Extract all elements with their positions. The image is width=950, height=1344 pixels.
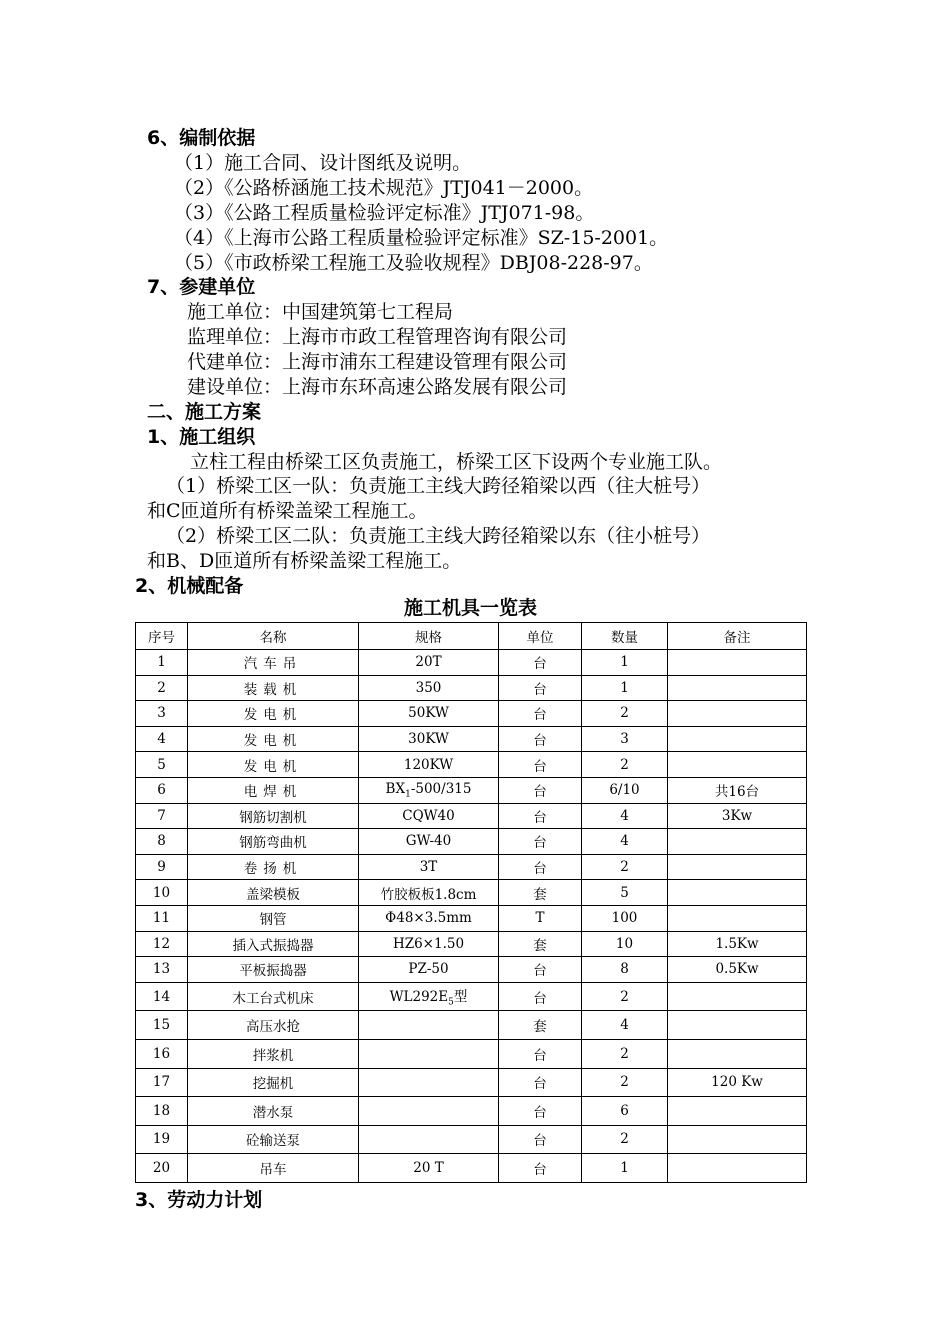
cell-unit: 套 <box>499 931 582 957</box>
cell-name: 汽车吊 <box>188 650 359 676</box>
cell-note: 3Kw <box>668 803 807 829</box>
cell-spec: 20T <box>359 650 499 676</box>
cell-name: 电焊机 <box>188 777 359 803</box>
cell-name: 拌浆机 <box>188 1039 359 1068</box>
spec-rest: -500/315 <box>410 780 472 797</box>
cell-spec <box>359 1068 499 1097</box>
spec-main: BX <box>385 780 406 797</box>
cell-qty: 1 <box>582 675 668 701</box>
cell-unit: 台 <box>499 701 582 727</box>
cell-name: 砼输送泵 <box>188 1125 359 1154</box>
unit-supervision: 监理单位：上海市市政工程管理咨询有限公司 <box>187 326 568 348</box>
table-row <box>136 880 807 906</box>
cell-unit: 台 <box>499 726 582 752</box>
basis-item-2: （2）《公路桥涵施工技术规范》JTJ041－2000。 <box>174 177 594 199</box>
cell-name: 钢管 <box>188 905 359 931</box>
table-row <box>136 1068 807 1097</box>
cell-qty: 4 <box>582 829 668 855</box>
spec-subscript: 1 <box>405 789 411 800</box>
table-row <box>136 957 807 983</box>
cell-note: 1.5Kw <box>668 931 807 957</box>
cell-no: 4 <box>136 726 188 752</box>
cell-name: 盖梁模板 <box>188 880 359 906</box>
cell-qty: 2 <box>582 854 668 880</box>
cell-no: 14 <box>136 982 188 1011</box>
table-row <box>136 905 807 931</box>
cell-unit: 台 <box>499 675 582 701</box>
table-row <box>136 1125 807 1154</box>
table-row <box>136 1154 807 1183</box>
cell-qty: 2 <box>582 752 668 778</box>
cell-name: 发电机 <box>188 701 359 727</box>
cell-unit: 台 <box>499 650 582 676</box>
organization-para-3-line-2: 和B、D匝道所有桥梁盖梁工程施工。 <box>147 550 462 572</box>
cell-no: 2 <box>136 675 188 701</box>
cell-unit: 台 <box>499 1097 582 1126</box>
cell-unit: 套 <box>499 880 582 906</box>
spec-subscript: 5 <box>448 997 454 1008</box>
cell-spec: 20 T <box>359 1154 499 1183</box>
section6-heading: 6、编制依据 <box>147 127 256 149</box>
table-row <box>136 650 807 676</box>
part2-heading: 二、施工方案 <box>147 401 262 423</box>
equipment-table <box>135 622 807 1183</box>
organization-para-2-line-2: 和C匝道所有桥梁盖梁工程施工。 <box>147 500 428 522</box>
cell-unit: 台 <box>499 957 582 983</box>
cell-spec: HZ6×1.50 <box>359 931 499 957</box>
cell-no: 1 <box>136 650 188 676</box>
table-row <box>136 829 807 855</box>
cell-no: 11 <box>136 905 188 931</box>
cell-name: 卷扬机 <box>188 854 359 880</box>
cell-name: 发电机 <box>188 726 359 752</box>
cell-note <box>668 701 807 727</box>
cell-note <box>668 675 807 701</box>
cell-spec <box>359 777 499 803</box>
table-row <box>136 675 807 701</box>
cell-no: 17 <box>136 1068 188 1097</box>
cell-spec <box>359 1097 499 1126</box>
table-row <box>136 1097 807 1126</box>
cell-qty: 2 <box>582 1125 668 1154</box>
organization-para-3-line-1: （2）桥梁工区二队：负责施工主线大跨径箱梁以东（往小桩号） <box>166 525 711 547</box>
labor-plan-heading: 3、劳动力计划 <box>135 1189 263 1211</box>
cell-no: 12 <box>136 931 188 957</box>
col-header-spec: 规格 <box>359 623 499 650</box>
cell-note: 0.5Kw <box>668 957 807 983</box>
basis-item-3: （3）《公路工程质量检验评定标准》JTJ071-98。 <box>174 202 595 224</box>
organization-para-1: 立柱工程由桥梁工区负责施工，桥梁工区下设两个专业施工队。 <box>190 451 723 473</box>
spec-main: WL292E <box>389 989 449 1006</box>
cell-note <box>668 650 807 676</box>
cell-no: 19 <box>136 1125 188 1154</box>
spec-rest: 型 <box>453 989 468 1006</box>
cell-no: 7 <box>136 803 188 829</box>
cell-spec: 30KW <box>359 726 499 752</box>
cell-qty: 6 <box>582 1097 668 1126</box>
cell-unit: 台 <box>499 1154 582 1183</box>
cell-name: 高压水抢 <box>188 1011 359 1040</box>
cell-name: 钢筋弯曲机 <box>188 829 359 855</box>
cell-note <box>668 982 807 1011</box>
cell-spec <box>359 1125 499 1154</box>
col-header-note: 备注 <box>668 623 807 650</box>
cell-qty: 100 <box>582 905 668 931</box>
cell-name: 吊车 <box>188 1154 359 1183</box>
cell-qty: 1 <box>582 1154 668 1183</box>
table-row <box>136 1011 807 1040</box>
basis-item-5: （5）《市政桥梁工程施工及验收规程》DBJ08-228-97。 <box>174 252 653 274</box>
cell-no: 6 <box>136 777 188 803</box>
cell-unit: 台 <box>499 803 582 829</box>
cell-no: 18 <box>136 1097 188 1126</box>
table-row <box>136 777 807 803</box>
cell-no: 8 <box>136 829 188 855</box>
cell-spec: PZ-50 <box>359 957 499 983</box>
table-row <box>136 854 807 880</box>
cell-unit: T <box>499 905 582 931</box>
cell-name: 潜水泵 <box>188 1097 359 1126</box>
cell-note <box>668 880 807 906</box>
table-row <box>136 752 807 778</box>
col-header-name: 名称 <box>188 623 359 650</box>
cell-qty: 10 <box>582 931 668 957</box>
organization-heading: 1、施工组织 <box>147 426 256 448</box>
cell-unit: 台 <box>499 982 582 1011</box>
cell-unit: 台 <box>499 1068 582 1097</box>
cell-note <box>668 905 807 931</box>
cell-spec: 350 <box>359 675 499 701</box>
cell-note <box>668 829 807 855</box>
cell-name: 挖掘机 <box>188 1068 359 1097</box>
cell-qty: 4 <box>582 1011 668 1040</box>
cell-note: 共16台 <box>668 777 807 803</box>
col-header-unit: 单位 <box>499 623 582 650</box>
cell-note <box>668 726 807 752</box>
cell-spec: 50KW <box>359 701 499 727</box>
cell-spec: CQW40 <box>359 803 499 829</box>
basis-item-4: （4）《上海市公路工程质量检验评定标准》SZ-15-2001。 <box>174 227 669 249</box>
cell-qty: 1 <box>582 650 668 676</box>
cell-unit: 套 <box>499 1011 582 1040</box>
cell-unit: 台 <box>499 777 582 803</box>
cell-name: 木工台式机床 <box>188 982 359 1011</box>
table-row <box>136 726 807 752</box>
table-row <box>136 931 807 957</box>
cell-qty: 2 <box>582 1039 668 1068</box>
cell-name: 钢筋切割机 <box>188 803 359 829</box>
cell-note <box>668 1011 807 1040</box>
cell-unit: 台 <box>499 1039 582 1068</box>
basis-item-1: （1）施工合同、设计图纸及说明。 <box>174 152 472 174</box>
cell-spec: Φ48×3.5mm <box>359 905 499 931</box>
cell-unit: 台 <box>499 854 582 880</box>
cell-spec <box>359 1011 499 1040</box>
table-title: 施工机具一览表 <box>403 597 537 619</box>
cell-note <box>668 1039 807 1068</box>
cell-spec: 120KW <box>359 752 499 778</box>
unit-agent: 代建单位：上海市浦东工程建设管理有限公司 <box>187 351 568 373</box>
cell-name: 发电机 <box>188 752 359 778</box>
cell-name: 装载机 <box>188 675 359 701</box>
table-header-row <box>136 623 807 650</box>
cell-qty: 2 <box>582 982 668 1011</box>
cell-no: 9 <box>136 854 188 880</box>
cell-note <box>668 1154 807 1183</box>
cell-no: 16 <box>136 1039 188 1068</box>
cell-no: 20 <box>136 1154 188 1183</box>
cell-name: 平板振捣器 <box>188 957 359 983</box>
cell-note <box>668 1097 807 1126</box>
cell-spec <box>359 982 499 1011</box>
cell-note <box>668 752 807 778</box>
cell-qty: 2 <box>582 701 668 727</box>
cell-no: 15 <box>136 1011 188 1040</box>
cell-qty: 2 <box>582 1068 668 1097</box>
cell-qty: 8 <box>582 957 668 983</box>
table-row <box>136 701 807 727</box>
organization-para-2-line-1: （1）桥梁工区一队：负责施工主线大跨径箱梁以西（往大桩号） <box>166 475 711 497</box>
cell-unit: 台 <box>499 829 582 855</box>
cell-no: 3 <box>136 701 188 727</box>
unit-construction: 施工单位：中国建筑第七工程局 <box>187 301 454 323</box>
table-row <box>136 803 807 829</box>
cell-unit: 台 <box>499 1125 582 1154</box>
cell-note: 120 Kw <box>668 1068 807 1097</box>
cell-no: 10 <box>136 880 188 906</box>
table-row <box>136 982 807 1011</box>
col-header-no: 序号 <box>136 623 188 650</box>
cell-qty: 5 <box>582 880 668 906</box>
col-header-qty: 数量 <box>582 623 668 650</box>
cell-spec: GW-40 <box>359 829 499 855</box>
cell-spec: 竹胶板板1.8cm <box>359 880 499 906</box>
cell-no: 13 <box>136 957 188 983</box>
cell-qty: 4 <box>582 803 668 829</box>
table-row <box>136 1039 807 1068</box>
cell-qty: 3 <box>582 726 668 752</box>
section7-heading: 7、参建单位 <box>147 276 256 298</box>
cell-unit: 台 <box>499 752 582 778</box>
cell-spec <box>359 1039 499 1068</box>
cell-qty: 6/10 <box>582 777 668 803</box>
cell-no: 5 <box>136 752 188 778</box>
machinery-heading: 2、机械配备 <box>135 575 244 597</box>
cell-note <box>668 854 807 880</box>
unit-owner: 建设单位：上海市东环高速公路发展有限公司 <box>187 376 568 398</box>
cell-note <box>668 1125 807 1154</box>
cell-name: 插入式振捣器 <box>188 931 359 957</box>
cell-spec: 3T <box>359 854 499 880</box>
